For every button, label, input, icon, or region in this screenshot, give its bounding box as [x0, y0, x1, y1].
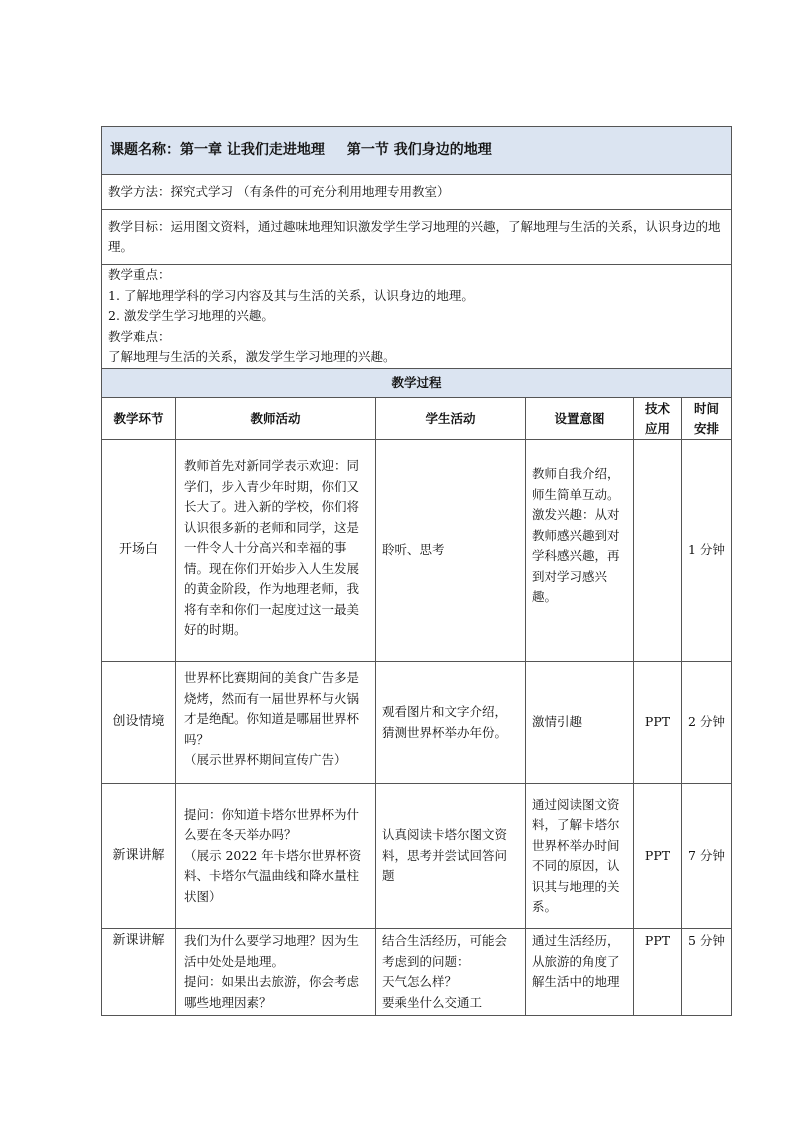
key-point-1: 1. 了解地理学科的学习内容及其与生活的关系，认识身边的地理。 [108, 287, 474, 303]
header-teacher: 教师活动 [176, 398, 376, 440]
header-intent: 设置意图 [526, 398, 634, 440]
row-time: 7 分钟 [682, 784, 732, 929]
table-row [102, 662, 732, 784]
row-intent: 通过阅读图文资料，了解卡塔尔世界杯举办时间不同的原因，认识其与地理的关系。 [526, 784, 634, 929]
section-title: 第一节 我们身边的地理 [346, 142, 492, 159]
row-student-text-2: 天气怎么样？ [382, 974, 458, 989]
header-time [682, 398, 732, 440]
row-time: 1 分钟 [682, 440, 732, 662]
row-teacher-note: （展示世界杯期间宣传广告） [184, 752, 347, 767]
row-student-text: 结合生活经历，可能会考虑到的问题： [382, 933, 508, 969]
process-title: 教学过程 [102, 369, 732, 398]
row-stage: 创设情境 [102, 662, 176, 784]
row-stage: 开场白 [102, 440, 176, 662]
header-time-line1: 时间 [693, 400, 719, 416]
row-teacher-activity: 教师首先对新同学表示欢迎：同学们，步入青少年时期，你们又长大了。进入新的学校，你们将认识很多新的老师和同学，这是一件令人十分高兴和幸福的事情。现在你们开始步入人生发展的黄金阶段，作为地理老师，我将有幸和你们一起度过这一最美好的时期。 [176, 440, 376, 662]
key-points-heading: 教学重点： [108, 267, 171, 282]
row-stage: 新课讲解 [102, 929, 176, 1016]
row-tech: PPT [634, 929, 682, 1016]
header-tech-line1: 技术 [644, 400, 670, 416]
row-stage: 新课讲解 [102, 784, 176, 929]
row-intent: 教师自我介绍，师生简单互动。激发兴趣：从对教师感兴趣到对学科感兴趣，再到对学习感兴趣。 [526, 440, 634, 662]
row-student-activity: 聆听、思考 [376, 440, 526, 662]
row-tech: PPT [634, 662, 682, 784]
row-tech [634, 440, 682, 662]
header-student: 学生活动 [376, 398, 526, 440]
lesson-title [102, 127, 732, 175]
row-time: 2 分钟 [682, 662, 732, 784]
table-row [102, 929, 732, 1016]
teaching-method: 教学方法：探究式学习 （有条件的可充分利用地理专用教室） [102, 175, 732, 210]
row-student-activity: 认真阅读卡塔尔图文资料，思考并尝试回答问题 [376, 784, 526, 929]
row-teacher-text: 世界杯比赛期间的美食广告多是烧烤，然而有一届世界杯与火锅才是绝配。你知道是哪届世界杯吗？ [184, 670, 360, 747]
difficulty-text: 了解地理与生活的关系，激发学生学习地理的兴趣。 [108, 349, 396, 364]
table-row [102, 440, 732, 662]
row-student-activity [376, 929, 526, 1016]
chapter-title: 课题名称：第一章 让我们走进地理 [110, 142, 325, 159]
row-teacher-text: 我们为什么要学习地理？因为生活中处处是地理。 [184, 933, 360, 969]
lesson-plan-table [101, 126, 732, 1016]
row-student-activity: 观看图片和文字介绍，猜测世界杯举办年份。 [376, 662, 526, 784]
row-time: 5 分钟 [682, 929, 732, 1016]
teaching-goal: 教学目标：运用图文资料，通过趣味地理知识激发学生学习地理的兴趣，了解地理与生活的关系，认识身边的地理。 [102, 210, 732, 265]
table-row [102, 784, 732, 929]
row-teacher-note: （展示 2022 年卡塔尔世界杯资料、卡塔尔气温曲线和降水量柱状图） [184, 847, 362, 904]
row-teacher-activity [176, 784, 376, 929]
key-point-2: 2. 激发学生学习地理的兴趣。 [108, 308, 274, 323]
row-intent: 通过生活经历，从旅游的角度了解生活中的地理 [526, 929, 634, 1016]
row-tech: PPT [634, 784, 682, 929]
row-student-text-3: 要乘坐什么交通工 [382, 994, 483, 1010]
key-points [102, 265, 732, 369]
header-tech [634, 398, 682, 440]
header-time-line2: 安排 [693, 420, 719, 436]
row-teacher-activity [176, 662, 376, 784]
header-tech-line2: 应用 [644, 420, 670, 436]
row-intent: 激情引趣 [526, 662, 634, 784]
row-teacher-activity [176, 929, 376, 1016]
header-stage: 教学环节 [102, 398, 176, 440]
row-teacher-text: 提问：你知道卡塔尔世界杯为什么要在冬天举办吗？ [184, 806, 360, 843]
row-teacher-note: 提问：如果出去旅游，你会考虑哪些地理因素？ [184, 974, 360, 1010]
difficulty-heading: 教学难点： [108, 328, 171, 344]
